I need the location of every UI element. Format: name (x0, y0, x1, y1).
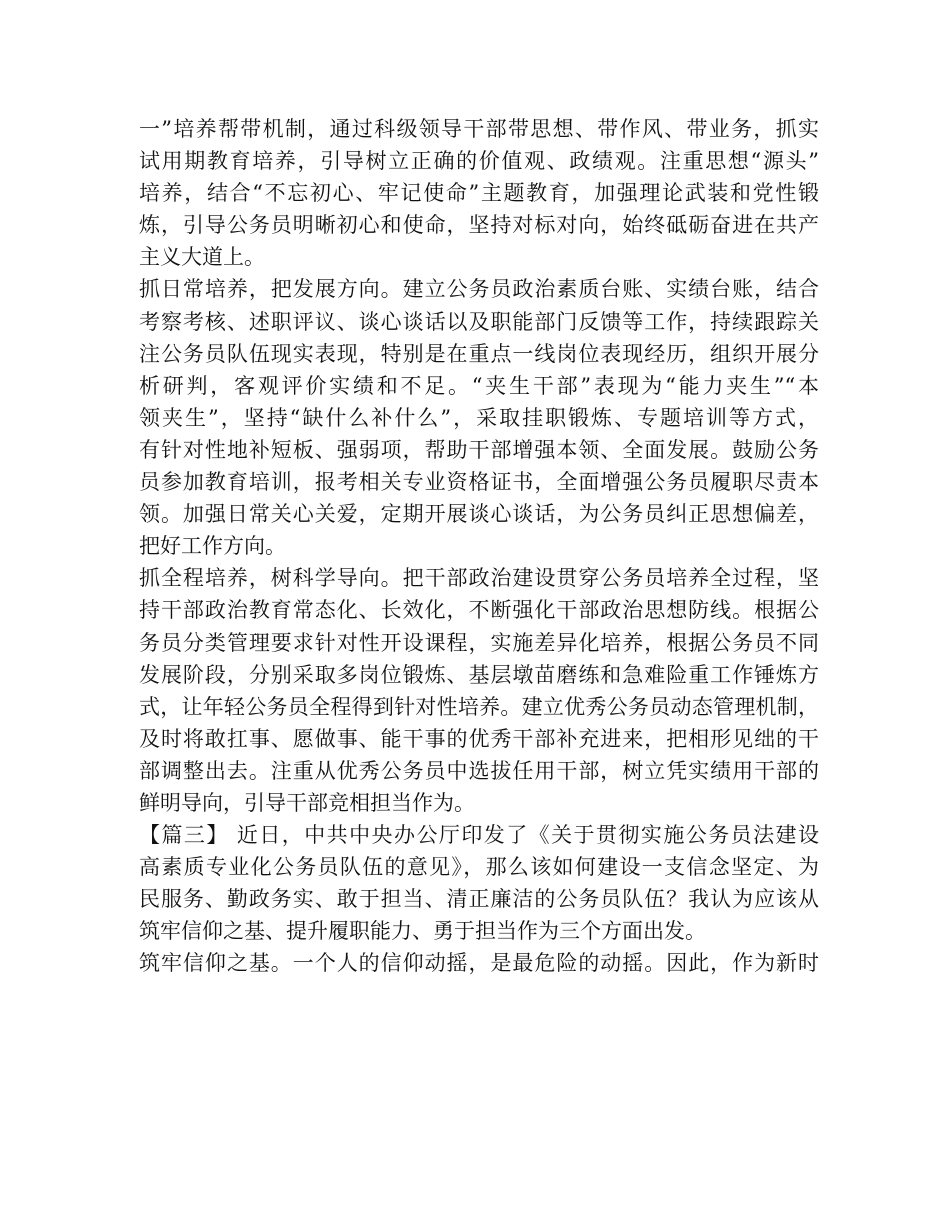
text-line: 民服务、勤政务实、敢于担当、清正廉洁的公务员队伍？我认为应该从 (139, 887, 819, 912)
text-line: 领夹生”，坚持“缺什么补什么”，采取挂职锻炼、专题培训等方式， (139, 405, 819, 430)
text-line: 炼，引导公务员明晰初心和使命，坚持对标对向，始终砥砺奋进在共产 (139, 213, 819, 238)
text-line: 式，让年轻公务员全程得到针对性培养。建立优秀公务员动态管理机制， (139, 694, 819, 719)
text-line: 筑牢信仰之基。一个人的信仰动摇，是最危险的动摇。因此，作为新时 (139, 951, 819, 976)
text-line: 抓全程培养，树科学导向。把干部政治建设贯穿公务员培养全过程，坚 (139, 566, 819, 591)
text-line: 员参加教育培训，报考相关专业资格证书，全面增强公务员履职尽责本 (139, 470, 819, 495)
text-line: 一”培养帮带机制，通过科级领导干部带思想、带作风、带业务，抓实 (139, 117, 819, 141)
document-body (139, 113, 819, 980)
text-line: 试用期教育培养，引导树立正确的价值观、政绩观。注重思想“源头” (139, 149, 819, 174)
text-line: 高素质专业化公务员队伍的意见》，那么该如何建设一支信念坚定、为 (139, 855, 819, 880)
text-line: 有针对性地补短板、强弱项，帮助干部增强本领、全面发展。鼓励公务 (139, 437, 819, 462)
text-line: 抓日常培养，把发展方向。建立公务员政治素质台账、实绩台账，结合 (139, 277, 819, 302)
text-line: 持干部政治教育常态化、长效化，不断强化干部政治思想防线。根据公 (139, 598, 819, 623)
text-line: 把好工作方向。 (139, 534, 286, 559)
text-line: 筑牢信仰之基、提升履职能力、勇于担当作为三个方面出发。 (139, 919, 706, 944)
text-line: 培养，结合“不忘初心、牢记使命”主题教育，加强理论武装和党性锻 (139, 181, 819, 206)
text-line: 注公务员队伍现实表现，特别是在重点一线岗位表现经历，组织开展分 (139, 341, 819, 366)
text-line: 及时将敢扛事、愿做事、能干事的优秀干部补充进来，把相形见绌的干 (139, 726, 819, 751)
text-line: 部调整出去。注重从优秀公务员中选拔任用干部，树立凭实绩用干部的 (139, 758, 819, 783)
text-line: 务员分类管理要求针对性开设课程，实施差异化培养，根据公务员不同 (139, 630, 819, 655)
text-line: 【篇三】 近日，中共中央办公厅印发了《关于贯彻实施公务员法建设 (139, 823, 819, 848)
text-line: 考察考核、述职评议、谈心谈话以及职能部门反馈等工作，持续跟踪关 (139, 309, 819, 334)
text-line: 主义大道上。 (139, 245, 265, 270)
text-line: 鲜明导向，引导干部竞相担当作为。 (139, 790, 475, 815)
text-line: 领。加强日常关心关爱，定期开展谈心谈话，为公务员纠正思想偏差， (139, 502, 819, 527)
text-line: 析研判，客观评价实绩和不足。“夹生干部”表现为“能力夹生”“本 (139, 373, 819, 398)
text-line: 发展阶段，分别采取多岗位锻炼、基层墩苗磨练和急难险重工作锤炼方 (139, 662, 819, 687)
